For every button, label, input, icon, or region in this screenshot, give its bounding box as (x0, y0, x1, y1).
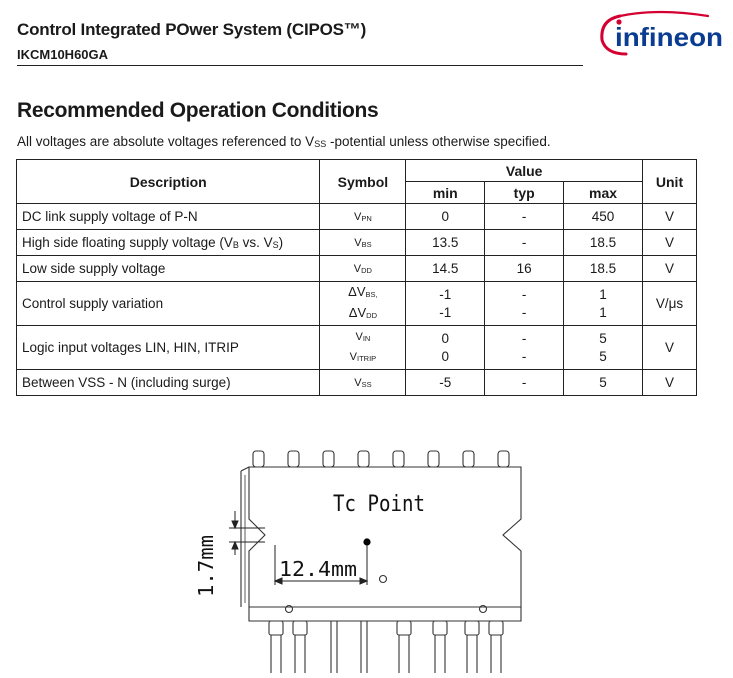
intro-text-sub: SS (314, 139, 327, 149)
value-line: 0 (441, 330, 450, 346)
row-min: 13.5 (406, 230, 485, 256)
symbol-line (324, 283, 401, 304)
row-symbol (320, 282, 406, 326)
symbol-sub: BS, (365, 289, 378, 299)
row-min (406, 282, 485, 326)
row-typ: 16 (485, 256, 564, 282)
value-line: 1 (599, 286, 607, 302)
desc-part: High side floating supply voltage (V (22, 235, 233, 250)
symbol-sub: ITRIP (356, 353, 377, 363)
value-line: 0 (441, 348, 450, 364)
row-description: DC link supply voltage of P-N (17, 204, 320, 230)
top-leads (253, 451, 509, 467)
row-symbol (320, 370, 406, 396)
row-description (17, 230, 320, 256)
row-min: -5 (406, 370, 485, 396)
symbol-main: ΔV (348, 283, 366, 299)
logo-wordmark: infineon (615, 22, 723, 52)
header-typ: typ (485, 182, 564, 204)
infineon-logo (598, 8, 728, 56)
value-line: -1 (439, 304, 452, 320)
value-line: - (521, 304, 527, 320)
desc-part: ) (278, 235, 284, 250)
header-description: Description (17, 160, 320, 204)
intro-text-pre: All voltages are absolute voltages referenced to V (17, 134, 315, 149)
row-max (564, 282, 643, 326)
intro-text (17, 134, 551, 149)
header-divider (17, 65, 583, 66)
symbol-line (324, 328, 401, 348)
symbol-line (324, 348, 401, 368)
row-symbol (320, 230, 406, 256)
desc-sub: S (272, 240, 279, 250)
value-line: - (521, 348, 527, 364)
header-unit: Unit (643, 160, 697, 204)
vertical-dimension-label: 1.7mm (194, 536, 218, 597)
row-typ: - (485, 370, 564, 396)
value-line: - (521, 286, 527, 302)
row-typ: - (485, 230, 564, 256)
row-unit: V (643, 326, 697, 370)
table-row (17, 256, 697, 282)
package-tc-point-drawing (185, 445, 530, 675)
operation-conditions-table (16, 159, 697, 396)
row-typ (485, 282, 564, 326)
symbol-line (324, 304, 401, 325)
row-symbol (320, 204, 406, 230)
symbol-sub: DD (361, 265, 372, 275)
table-row (17, 204, 697, 230)
symbol-main: V (349, 350, 357, 363)
row-min: 14.5 (406, 256, 485, 282)
row-max: 18.5 (564, 230, 643, 256)
header-symbol: Symbol (320, 160, 406, 204)
header-max: max (564, 182, 643, 204)
desc-part: vs. V (238, 235, 273, 250)
symbol-main: V (355, 330, 363, 343)
symbol-main: ΔV (348, 304, 367, 320)
row-unit: V (643, 204, 697, 230)
horizontal-dimension-label: 12.4mm (279, 557, 357, 581)
row-description: Low side supply voltage (17, 256, 320, 282)
section-title: Recommended Operation Conditions (17, 99, 379, 122)
value-line: - (521, 330, 527, 346)
table-row (17, 326, 697, 370)
bottom-leads (249, 607, 521, 673)
header-min: min (406, 182, 485, 204)
row-max: 5 (564, 370, 643, 396)
symbol-sub: IN (362, 333, 371, 343)
table-row (17, 370, 697, 396)
document-title: Control Integrated POwer System (CIPOS™) (17, 20, 367, 39)
row-description: Logic input voltages LIN, HIN, ITRIP (17, 326, 320, 370)
symbol-sub: PN (361, 213, 372, 223)
symbol-main: V (354, 376, 362, 389)
row-unit: V (643, 230, 697, 256)
symbol-sub: BS (361, 239, 372, 249)
symbol-main: V (353, 262, 362, 275)
row-symbol (320, 256, 406, 282)
row-unit: V/μs (643, 282, 697, 326)
vertical-dimension (229, 511, 265, 555)
table-row (17, 282, 697, 326)
value-line: 5 (599, 330, 607, 346)
part-number: IKCM10H60GA (17, 47, 109, 62)
value-line: 5 (599, 348, 607, 364)
row-min: 0 (406, 204, 485, 230)
row-typ (485, 326, 564, 370)
header-value: Value (406, 160, 643, 182)
table-row (17, 230, 697, 256)
row-max: 450 (564, 204, 643, 230)
row-unit: V (643, 370, 697, 396)
row-max: 18.5 (564, 256, 643, 282)
hole-icon (380, 576, 387, 583)
symbol-main: V (354, 210, 362, 223)
desc-sub: B (232, 240, 239, 250)
tc-point-label: Tc Point (333, 492, 425, 517)
symbol-sub: DD (366, 310, 377, 320)
value-line: -1 (439, 286, 452, 302)
row-max (564, 326, 643, 370)
package-outline (249, 467, 521, 607)
tc-point-marker (363, 538, 370, 545)
row-description: Control supply variation (17, 282, 320, 326)
row-unit: V (643, 256, 697, 282)
row-typ: - (485, 204, 564, 230)
symbol-sub: SS (361, 379, 372, 389)
row-min (406, 326, 485, 370)
row-description: Between VSS - N (including surge) (17, 370, 320, 396)
row-symbol (320, 326, 406, 370)
value-line: 1 (599, 304, 607, 320)
intro-text-post: -potential unless otherwise specified. (326, 134, 551, 149)
symbol-main: V (354, 236, 362, 249)
